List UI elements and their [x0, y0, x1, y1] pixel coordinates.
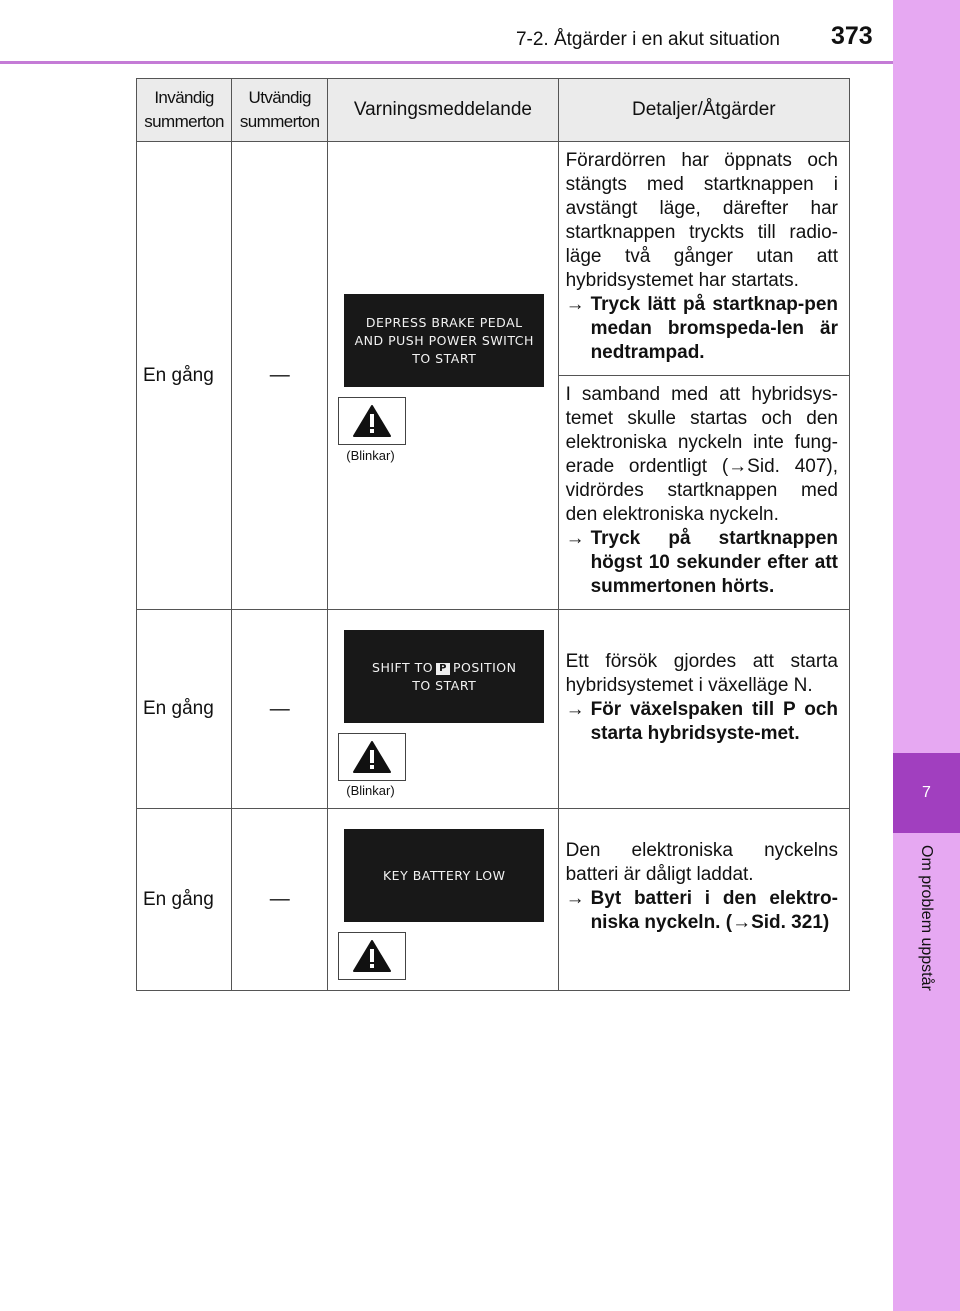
header-rule	[0, 61, 893, 64]
detail-text: Förardörren har öppnats och stängts med startknappen i avstängt läge, därefter har startknappen tryckts till radio-läge två gånger utan att hybridsystemet har startats.	[565, 150, 838, 291]
warning-message-cell	[328, 142, 558, 610]
detail-text: Ett försök gjordes att starta hybridsystemet i växelläge N.	[565, 651, 838, 696]
interior-buzzer: En gång	[137, 142, 232, 610]
details-cell	[558, 809, 849, 991]
column-header: Invändig summerton	[137, 79, 232, 142]
warning-triangle-icon	[338, 733, 406, 781]
action-text: → För växelspaken till P och starta hybridsyste-met.	[565, 699, 838, 744]
details-cell	[558, 610, 849, 809]
section-title: 7-2. Åtgärder i en akut situation	[515, 29, 780, 50]
action-text: → Tryck på startknappen högst 10 sekunder efter att summertonen hörts.	[565, 528, 838, 597]
chapter-number: 7	[893, 753, 960, 833]
arrow-icon: →	[565, 294, 585, 315]
table-header-row	[137, 79, 850, 142]
detail-text: Den elektroniska nyckelns batteri är dåligt laddat.	[565, 840, 838, 885]
exterior-buzzer: —	[232, 142, 328, 610]
action-text: → Tryck lätt på startknap-pen medan bromspeda-len är nedtrampad.	[565, 294, 838, 363]
display-line: TO START	[412, 677, 477, 693]
chapter-sidebar	[893, 0, 960, 1311]
warning-message-cell	[328, 809, 558, 991]
exterior-buzzer: —	[232, 610, 328, 809]
chapter-label-wrap	[893, 845, 960, 1030]
arrow-icon: →	[565, 528, 585, 549]
details-cell	[558, 142, 849, 376]
action-text: → Byt batteri i den elektro-niska nyckeln. (→Sid. 321)	[565, 888, 838, 933]
detail-text: I samband med att hybridsys-temet skulle startas och den elektroniska nyckeln inte fung-erade ordentligt (→Sid. 407), vidrördes startknappen med den elektroniska nyckeln.	[565, 384, 838, 525]
display-panel	[344, 294, 544, 387]
arrow-icon: →	[565, 699, 585, 720]
interior-buzzer: En gång	[137, 809, 232, 991]
display-line: AND PUSH POWER SWITCH	[354, 332, 534, 348]
column-header: Detaljer/Åtgärder	[558, 79, 849, 142]
warning-table	[136, 78, 850, 991]
warning-message-cell	[328, 610, 558, 809]
arrow-icon: →	[565, 888, 585, 909]
blink-note: (Blinkar)	[346, 448, 395, 463]
display-line: SHIFT TO P POSITION	[372, 659, 517, 675]
display-panel	[344, 630, 544, 723]
column-header: Utvändig summerton	[232, 79, 328, 142]
exterior-buzzer: —	[232, 809, 328, 991]
display-line: TO START	[412, 350, 477, 366]
table-row	[137, 142, 850, 376]
table-row	[137, 809, 850, 991]
warning-triangle-icon	[338, 397, 406, 445]
details-cell	[558, 376, 849, 610]
blink-note: (Blinkar)	[346, 783, 395, 798]
page-number: 373	[831, 22, 873, 50]
column-header: Varningsmeddelande	[328, 79, 558, 142]
display-line: DEPRESS BRAKE PEDAL	[365, 314, 523, 330]
interior-buzzer: En gång	[137, 610, 232, 809]
p-position-icon: P	[436, 663, 450, 675]
warning-triangle-icon	[338, 932, 406, 980]
chapter-label: Om problem uppstår	[917, 845, 935, 991]
table-row	[137, 610, 850, 809]
display-line: KEY BATTERY LOW	[382, 867, 506, 883]
display-panel	[344, 829, 544, 922]
